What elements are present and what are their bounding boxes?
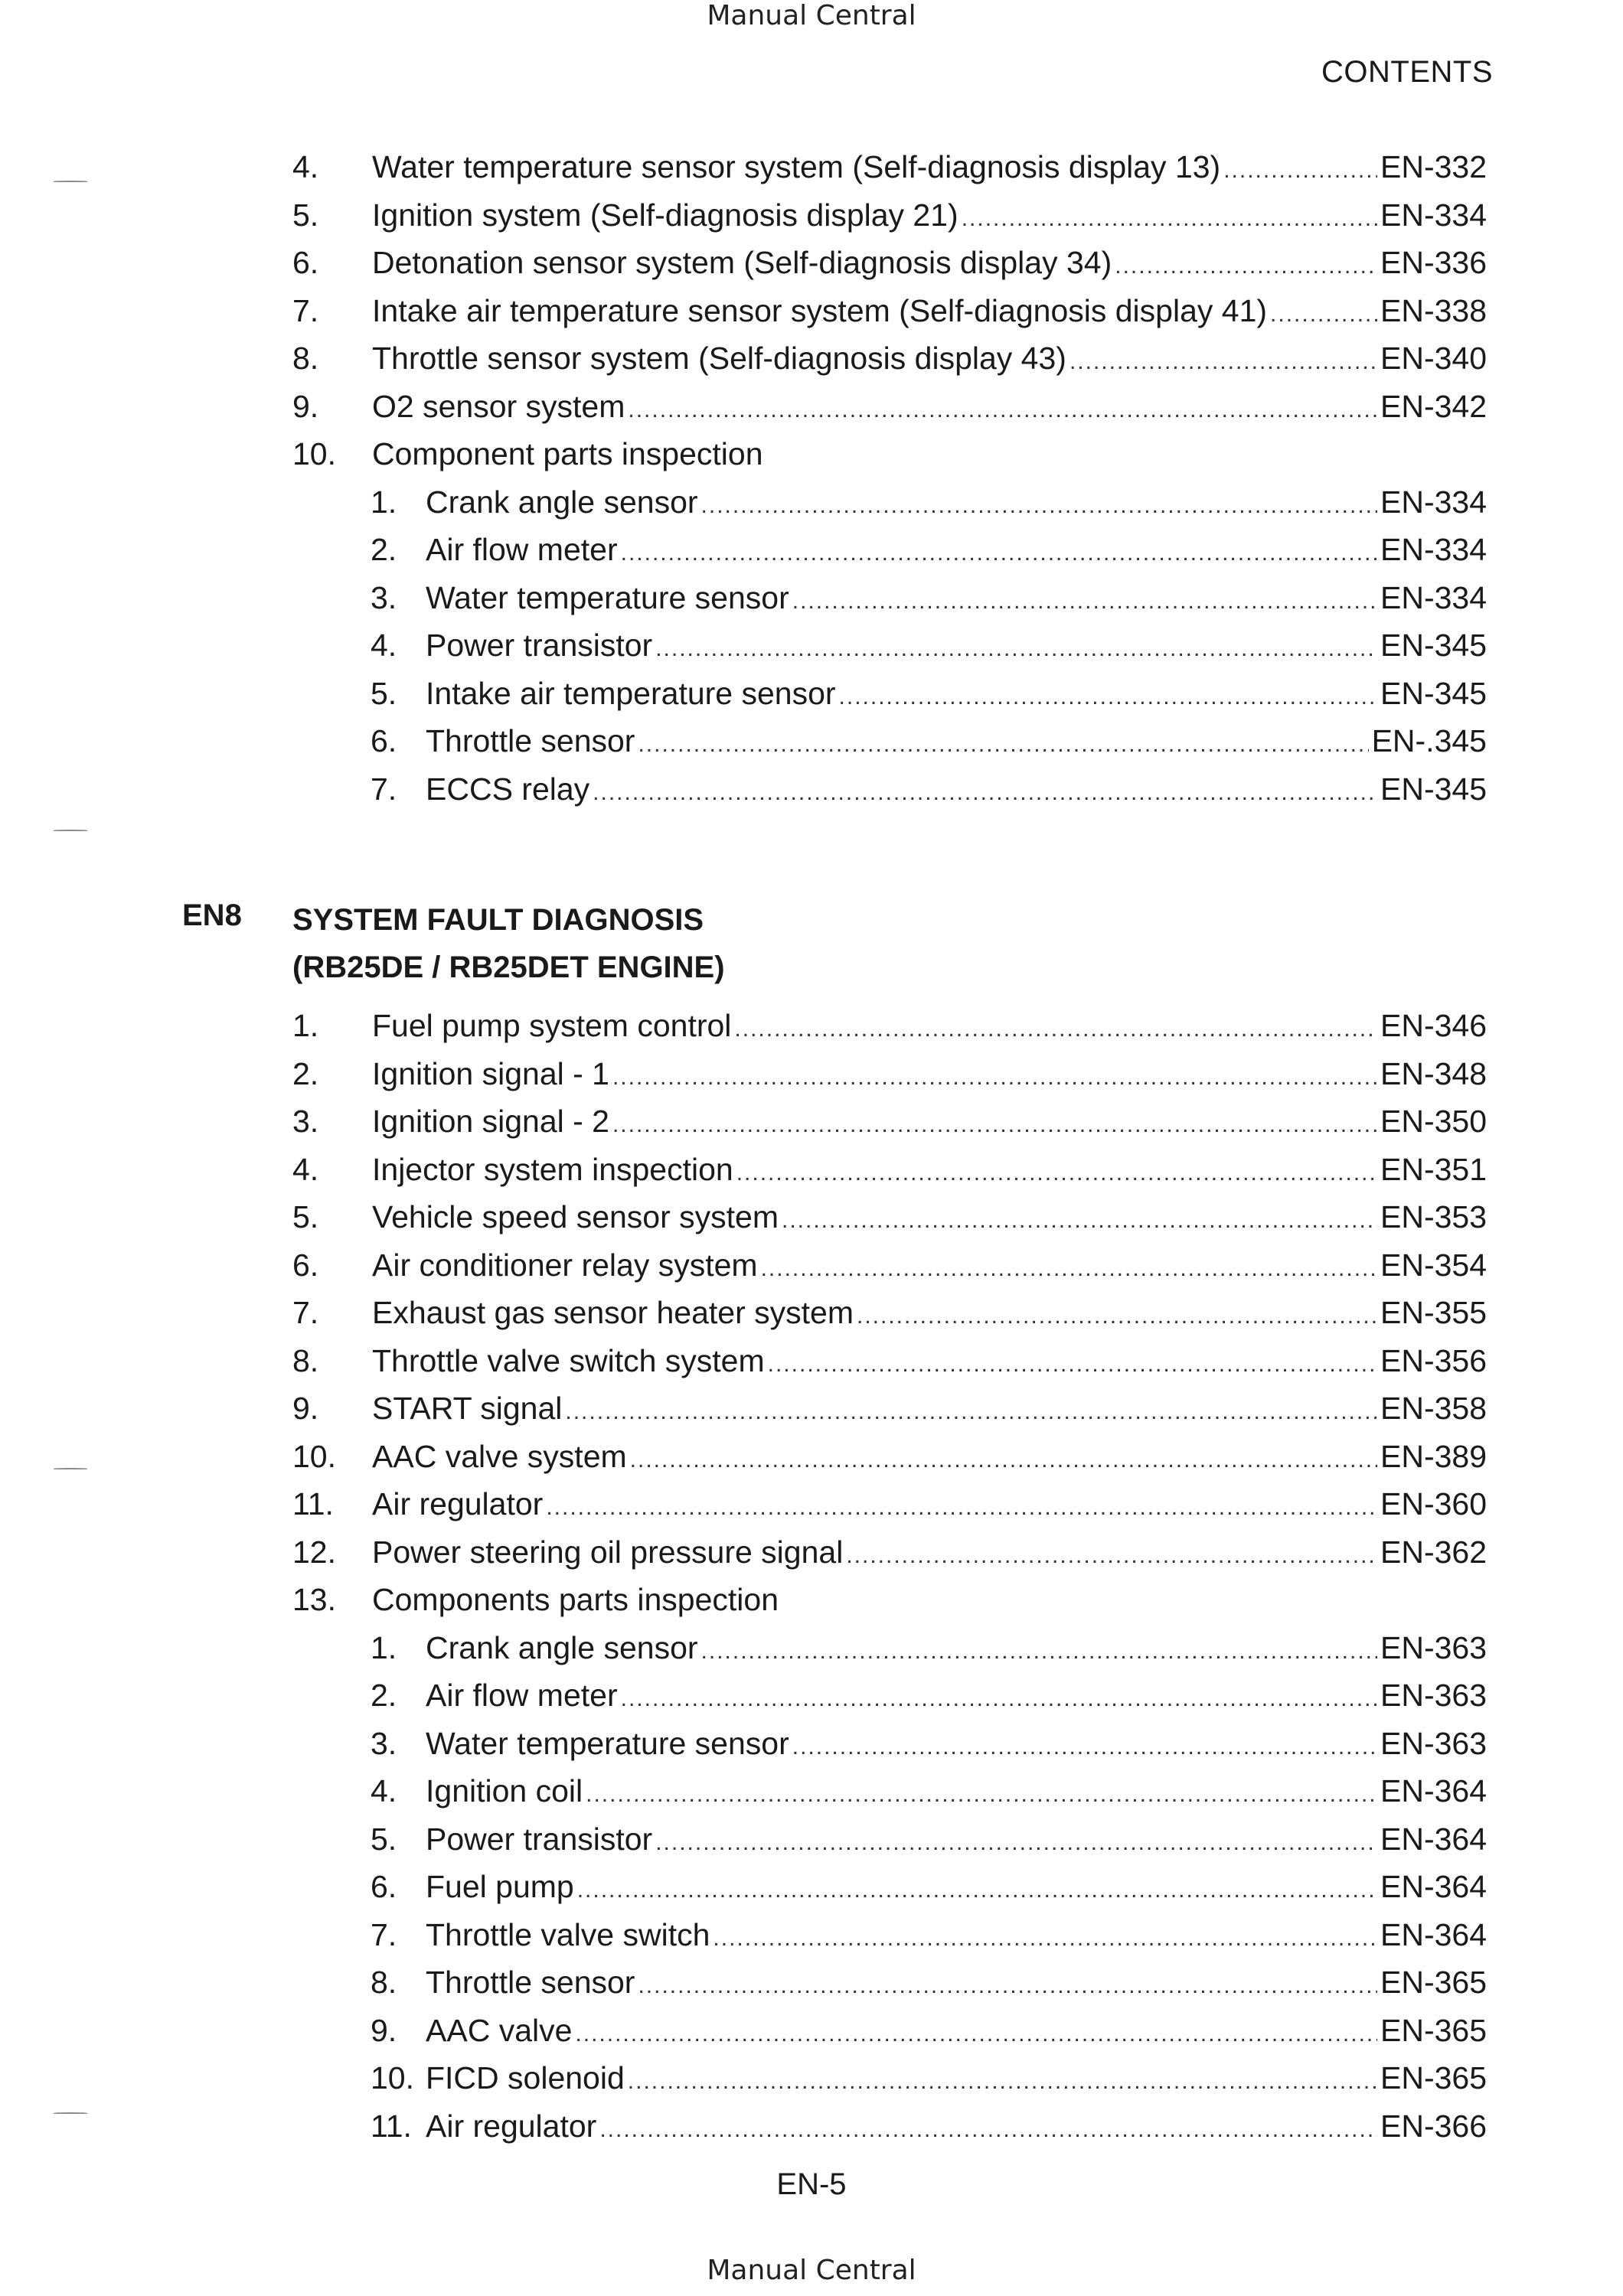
entry-label: Ignition signal - 2 bbox=[372, 1104, 609, 1139]
dot-leader bbox=[701, 484, 1377, 527]
entry-number: 2. bbox=[371, 532, 397, 567]
watermark-top: Manual Central bbox=[707, 0, 916, 31]
entry-number: 13. bbox=[292, 1582, 336, 1617]
entry-label: Exhaust gas sensor heater system bbox=[372, 1295, 854, 1330]
entry-number: 7. bbox=[371, 771, 397, 807]
entry-page: EN-336 bbox=[1380, 245, 1487, 280]
entry-label: Water temperature sensor system (Self-diagnosis display 13) bbox=[372, 149, 1221, 184]
entry-label: AAC valve system bbox=[372, 1438, 627, 1474]
dot-leader bbox=[599, 2108, 1377, 2151]
entry-label: Injector system inspection bbox=[372, 1151, 733, 1187]
entry-number: 6. bbox=[292, 245, 319, 280]
toc-entry bbox=[292, 1531, 1487, 1574]
entry-page: EN-342 bbox=[1380, 388, 1487, 424]
toc-entry bbox=[292, 1387, 1487, 1430]
entry-label: Ignition signal - 1 bbox=[372, 1055, 609, 1091]
toc-subentry bbox=[371, 1674, 1487, 1717]
toc-entry bbox=[292, 289, 1487, 332]
toc-entry bbox=[292, 1052, 1487, 1095]
dot-leader bbox=[857, 1295, 1377, 1338]
toc-subentry bbox=[371, 1626, 1487, 1669]
entry-number: 6. bbox=[371, 1869, 397, 1904]
entry-page: EN-360 bbox=[1380, 1486, 1487, 1521]
toc-entry bbox=[292, 145, 1487, 188]
entry-label: Air flow meter bbox=[426, 1678, 618, 1713]
entry-label: Throttle valve switch bbox=[426, 1916, 710, 1952]
entry-label: AAC valve bbox=[426, 2012, 573, 2048]
dot-leader bbox=[638, 1965, 1377, 2007]
entry-number: 5. bbox=[371, 675, 397, 711]
entry-label: Vehicle speed sensor system bbox=[372, 1199, 779, 1234]
entry-label: Ignition system (Self-diagnosis display 21) bbox=[372, 197, 958, 233]
toc-subentry bbox=[371, 481, 1487, 523]
entry-label: Throttle sensor bbox=[426, 1965, 635, 2000]
entry-label: FICD solenoid bbox=[426, 2060, 625, 2095]
entry-label: Fuel pump system control bbox=[372, 1008, 732, 1043]
entry-page: EN-364 bbox=[1380, 1916, 1487, 1952]
entry-number: 11. bbox=[371, 2108, 412, 2144]
toc-entry bbox=[292, 1195, 1487, 1238]
toc-subentry bbox=[371, 1865, 1487, 1908]
entry-number: 1. bbox=[292, 1008, 319, 1043]
entry-number: 7. bbox=[371, 1916, 397, 1952]
entry-page: EN-358 bbox=[1380, 1391, 1487, 1426]
entry-label: Detonation sensor system (Self-diagnosis display 34) bbox=[372, 245, 1112, 280]
toc-subentry bbox=[371, 1818, 1487, 1861]
dot-leader bbox=[962, 197, 1377, 240]
entry-page: EN-332 bbox=[1380, 149, 1487, 184]
dot-leader bbox=[1069, 341, 1377, 383]
entry-number: 4. bbox=[292, 149, 319, 184]
entry-label: Fuel pump bbox=[426, 1869, 574, 1904]
entry-page: EN-356 bbox=[1380, 1342, 1487, 1378]
dot-leader bbox=[1270, 293, 1377, 336]
dot-leader bbox=[792, 580, 1377, 623]
toc-subentry bbox=[371, 2105, 1487, 2148]
toc-entry bbox=[292, 1148, 1487, 1191]
entry-page: EN-365 bbox=[1380, 2060, 1487, 2095]
entry-page: EN-364 bbox=[1380, 1869, 1487, 1904]
entry-page: EN-334 bbox=[1380, 197, 1487, 233]
entry-label: Components parts inspection bbox=[372, 1582, 779, 1617]
entry-page: EN-346 bbox=[1380, 1008, 1487, 1043]
entry-number: 7. bbox=[292, 292, 319, 328]
entry-number: 8. bbox=[292, 341, 319, 376]
margin-mark bbox=[54, 2112, 87, 2114]
toc-entry bbox=[292, 1578, 1487, 1621]
dot-leader bbox=[761, 1247, 1377, 1290]
dot-leader bbox=[846, 1534, 1377, 1577]
toc-entry bbox=[292, 194, 1487, 236]
toc-subentry bbox=[371, 528, 1487, 571]
entry-number: 1. bbox=[371, 1629, 397, 1665]
entry-label: Throttle sensor system (Self-diagnosis display 43) bbox=[372, 341, 1066, 376]
dot-leader bbox=[577, 1869, 1377, 1912]
entry-page: EN-345 bbox=[1380, 675, 1487, 711]
dot-leader bbox=[628, 2060, 1377, 2103]
toc-entry bbox=[292, 385, 1487, 428]
toc-entry bbox=[292, 1435, 1487, 1478]
dot-leader bbox=[1115, 245, 1377, 288]
entry-number: 3. bbox=[371, 1725, 397, 1761]
toc-subentry bbox=[371, 1769, 1487, 1812]
entry-page: EN-334 bbox=[1380, 579, 1487, 615]
toc-subentry bbox=[371, 768, 1487, 810]
toc-subentry bbox=[371, 2009, 1487, 2052]
entry-label: ECCS relay bbox=[426, 771, 590, 807]
dot-leader bbox=[701, 1630, 1377, 1673]
dot-leader bbox=[575, 2013, 1377, 2056]
section-subtitle: (RB25DE / RB25DET ENGINE) bbox=[292, 951, 725, 984]
entry-label: Water temperature sensor bbox=[426, 579, 789, 615]
entry-number: 4. bbox=[292, 1151, 319, 1187]
entry-page: EN-389 bbox=[1380, 1438, 1487, 1474]
dot-leader bbox=[768, 1343, 1377, 1386]
section-title: SYSTEM FAULT DIAGNOSIS bbox=[292, 903, 704, 937]
toc-subentry bbox=[371, 1961, 1487, 2004]
toc-entry bbox=[292, 1291, 1487, 1334]
entry-label: Power steering oil pressure signal bbox=[372, 1534, 844, 1570]
entry-label: Intake air temperature sensor system (Self-diagnosis display 41) bbox=[372, 292, 1268, 328]
entry-number: 10. bbox=[292, 1438, 336, 1474]
entry-number: 2. bbox=[371, 1678, 397, 1713]
entry-label: Water temperature sensor bbox=[426, 1725, 789, 1761]
toc-subentry bbox=[371, 576, 1487, 619]
entry-number: 5. bbox=[292, 1199, 319, 1234]
entry-label: Air regulator bbox=[372, 1486, 544, 1521]
entry-number: 10. bbox=[371, 2060, 414, 2095]
entry-page: EN-366 bbox=[1380, 2108, 1487, 2144]
entry-number: 7. bbox=[292, 1295, 319, 1330]
entry-label: Component parts inspection bbox=[372, 436, 763, 471]
dot-leader bbox=[792, 1726, 1377, 1769]
entry-page: EN-363 bbox=[1380, 1629, 1487, 1665]
entry-number: 12. bbox=[292, 1534, 336, 1570]
entry-label: Air regulator bbox=[426, 2108, 597, 2144]
entry-label: Air flow meter bbox=[426, 532, 618, 567]
dot-leader bbox=[713, 1917, 1377, 1960]
dot-leader bbox=[736, 1152, 1377, 1195]
entry-number: 3. bbox=[292, 1104, 319, 1139]
dot-leader bbox=[621, 532, 1377, 575]
toc-entry bbox=[292, 1004, 1487, 1047]
entry-label: Throttle valve switch system bbox=[372, 1342, 765, 1378]
entry-number: 1. bbox=[371, 484, 397, 520]
contents-heading: CONTENTS bbox=[1321, 55, 1493, 89]
entry-page: EN-365 bbox=[1380, 2012, 1487, 2048]
watermark-bottom: Manual Central bbox=[707, 2255, 916, 2286]
entry-label: Intake air temperature sensor bbox=[426, 675, 836, 711]
entry-number: 5. bbox=[371, 1821, 397, 1857]
entry-number: 8. bbox=[371, 1965, 397, 2000]
toc-subentry bbox=[371, 624, 1487, 667]
toc-entry bbox=[292, 432, 1487, 475]
entry-page: EN-345 bbox=[1380, 771, 1487, 807]
toc-subentry bbox=[371, 1722, 1487, 1765]
entry-page: EN-355 bbox=[1380, 1295, 1487, 1330]
dot-leader bbox=[621, 1678, 1377, 1720]
toc-entry bbox=[292, 1244, 1487, 1287]
toc-entry bbox=[292, 1100, 1487, 1143]
entry-page: EN-.345 bbox=[1371, 723, 1487, 758]
entry-page: EN-345 bbox=[1380, 628, 1487, 663]
entry-label: Power transistor bbox=[426, 1821, 653, 1857]
entry-page: EN-334 bbox=[1380, 532, 1487, 567]
toc-subentry bbox=[371, 2056, 1487, 2099]
entry-page: EN-362 bbox=[1380, 1534, 1487, 1570]
entry-label: Air conditioner relay system bbox=[372, 1247, 758, 1283]
dot-leader bbox=[586, 1773, 1377, 1816]
dot-leader bbox=[546, 1486, 1377, 1529]
entry-label: Power transistor bbox=[426, 628, 653, 663]
toc-entry bbox=[292, 1339, 1487, 1382]
dot-leader bbox=[565, 1391, 1377, 1433]
entry-number: 4. bbox=[371, 628, 397, 663]
entry-page: EN-363 bbox=[1380, 1725, 1487, 1761]
entry-number: 11. bbox=[292, 1486, 334, 1521]
margin-mark bbox=[54, 830, 87, 831]
entry-number: 9. bbox=[292, 1391, 319, 1426]
dot-leader bbox=[638, 723, 1368, 766]
entry-number: 6. bbox=[371, 723, 397, 758]
dot-leader bbox=[655, 1821, 1377, 1864]
dot-leader bbox=[630, 1439, 1377, 1482]
entry-page: EN-351 bbox=[1380, 1151, 1487, 1187]
page-number: EN-5 bbox=[776, 2167, 847, 2201]
entry-label: Crank angle sensor bbox=[426, 1629, 698, 1665]
entry-page: EN-354 bbox=[1380, 1247, 1487, 1283]
entry-page: EN-365 bbox=[1380, 1965, 1487, 2000]
entry-page: EN-363 bbox=[1380, 1678, 1487, 1713]
entry-number: 8. bbox=[292, 1342, 319, 1378]
toc-entry bbox=[292, 241, 1487, 284]
entry-label: Ignition coil bbox=[426, 1773, 583, 1808]
toc-entry bbox=[292, 1482, 1487, 1525]
dot-leader bbox=[628, 389, 1377, 432]
entry-page: EN-364 bbox=[1380, 1773, 1487, 1808]
dot-leader bbox=[782, 1199, 1377, 1242]
dot-leader bbox=[1223, 149, 1377, 192]
entry-label: Crank angle sensor bbox=[426, 484, 698, 520]
entry-page: EN-338 bbox=[1380, 292, 1487, 328]
dot-leader bbox=[655, 628, 1377, 670]
dot-leader bbox=[839, 676, 1377, 719]
dot-leader bbox=[593, 771, 1377, 814]
entry-label: O2 sensor system bbox=[372, 388, 625, 424]
entry-page: EN-353 bbox=[1380, 1199, 1487, 1234]
dot-leader bbox=[734, 1008, 1377, 1051]
margin-mark bbox=[54, 181, 87, 182]
entry-number: 4. bbox=[371, 1773, 397, 1808]
toc-subentry bbox=[371, 672, 1487, 715]
entry-page: EN-348 bbox=[1380, 1055, 1487, 1091]
toc-subentry bbox=[371, 1913, 1487, 1956]
entry-label: Throttle sensor bbox=[426, 723, 635, 758]
dot-leader bbox=[612, 1056, 1377, 1099]
section-code: EN8 bbox=[182, 899, 242, 932]
entry-number: 9. bbox=[371, 2012, 397, 2048]
entry-number: 3. bbox=[371, 579, 397, 615]
entry-number: 6. bbox=[292, 1247, 319, 1283]
entry-number: 10. bbox=[292, 436, 336, 471]
toc-entry bbox=[292, 337, 1487, 380]
entry-label: START signal bbox=[372, 1391, 563, 1426]
entry-page: EN-334 bbox=[1380, 484, 1487, 520]
entry-page: EN-364 bbox=[1380, 1821, 1487, 1857]
margin-mark bbox=[54, 1468, 87, 1469]
entry-page: EN-350 bbox=[1380, 1104, 1487, 1139]
entry-number: 9. bbox=[292, 388, 319, 424]
dot-leader bbox=[612, 1104, 1377, 1146]
entry-number: 2. bbox=[292, 1055, 319, 1091]
entry-number: 5. bbox=[292, 197, 319, 233]
toc-subentry bbox=[371, 719, 1487, 762]
entry-page: EN-340 bbox=[1380, 341, 1487, 376]
